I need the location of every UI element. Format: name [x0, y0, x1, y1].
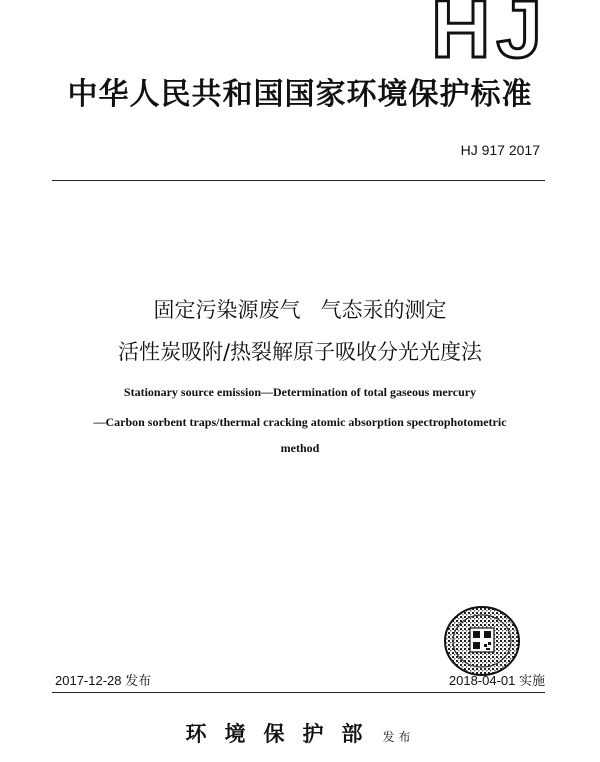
title-en-line1: Stationary source emission—Determination of total gaseous mercury — [123, 385, 477, 399]
title-cn-line1: 固定污染源废气 气态汞的测定 — [153, 298, 447, 322]
implementation-date: 2018-04-01 实施 — [448, 673, 545, 688]
hj-logo: HJ — [431, 0, 548, 75]
footer-divider — [52, 692, 545, 693]
standard-number: HJ 917 2017 — [460, 142, 540, 158]
title-en-line2: —Carbon sorbent traps/thermal cracking atomic absorption spectrophotometric — [93, 415, 507, 429]
issuer — [0, 718, 600, 748]
title-en-line3: method — [280, 441, 320, 455]
header-divider — [52, 180, 545, 181]
title-cn-line2: 活性炭吸附/热裂解原子吸收分光光度法 — [117, 340, 483, 364]
official-seal-icon — [440, 604, 524, 678]
org-title: 中华人民共和国国家环境保护标准 — [67, 77, 533, 112]
issuer-name: 环境保护部 — [185, 721, 381, 746]
issuer-suffix: 发布 — [382, 730, 415, 744]
issue-date: 2017-12-28 发布 — [55, 673, 152, 688]
